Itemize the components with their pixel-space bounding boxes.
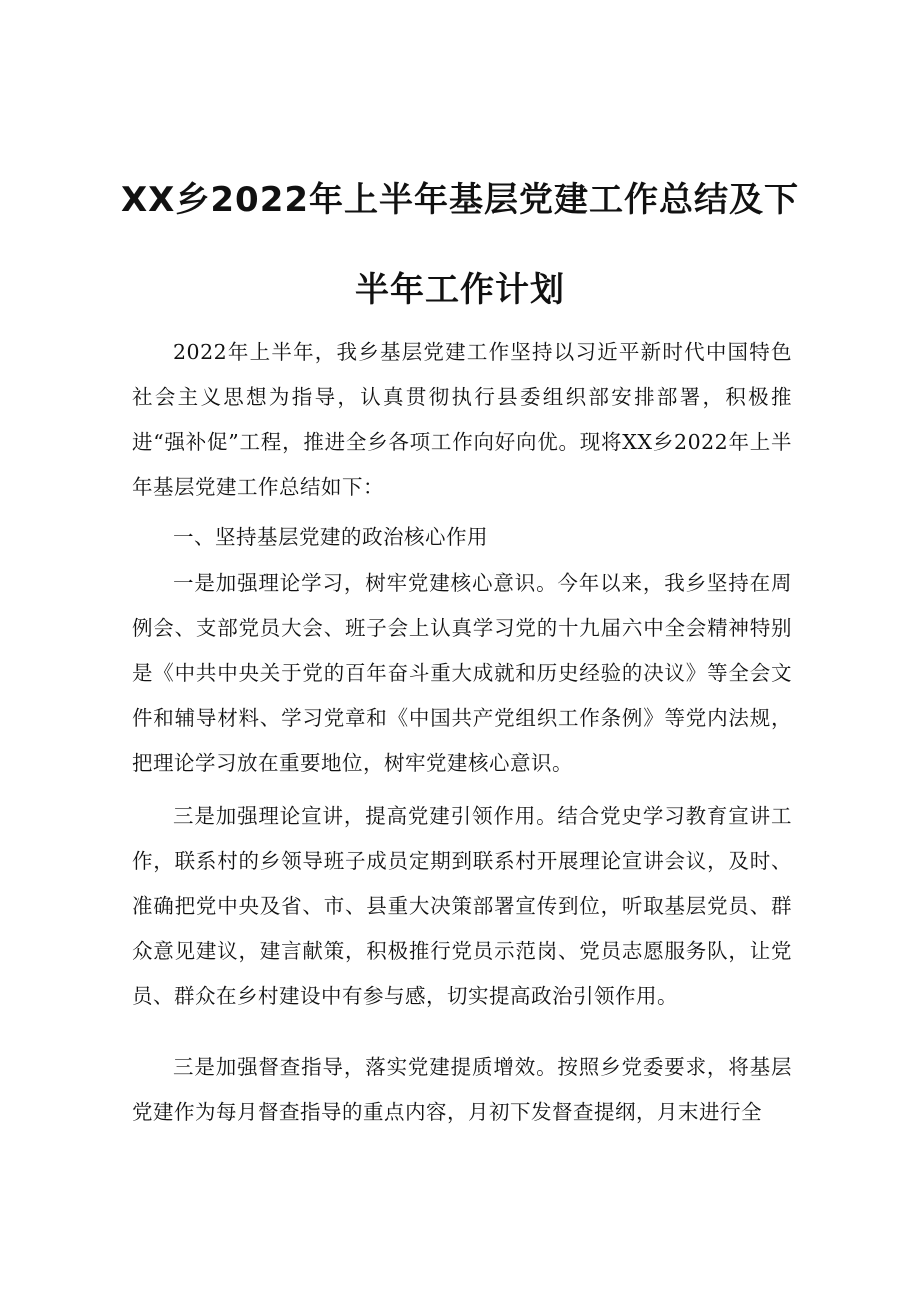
section-heading-1: 一、坚持基层党建的政治核心作用 [173,525,488,549]
document-title-line-2: 半年工作计划 [355,270,565,310]
document-title-line-1: XX乡2022年上半年基层党建工作总结及下 [120,180,800,220]
paragraph-supervision: 三是加强督查指导，落实党建提质增效。按照乡党委要求，将基层党建作为每月督查指导的重点内容，月初下发督查提纲，月末进行全 [132,1055,792,1124]
intro-paragraph: 2022年上半年，我乡基层党建工作坚持以习近平新时代中国特色社会主义思想为指导，认真贯彻执行县委组织部安排部署，积极推进“强补促”工程，推进全乡各项工作向好向优。现将XX乡2022年上半年基层党建工作总结如下： [132,340,792,499]
paragraph-theory-study: 一是加强理论学习，树牢党建核心意识。今年以来，我乡坚持在周例会、支部党员大会、班子会上认真学习党的十九届六中全会精神特别是《中共中央关于党的百年奋斗重大成就和历史经验的决议》等全会文件和辅导材料、学习党章和《中国共产党组织工作条例》等党内法规，把理论学习放在重要地位，树牢党建核心意识。 [132,571,792,775]
paragraph-theory-lecture: 三是加强理论宣讲，提高党建引领作用。结合党史学习教育宣讲工作，联系村的乡领导班子成员定期到联系村开展理论宣讲会议，及时、准确把党中央及省、市、县重大决策部署宣传到位，听取基层党员、群众意见建议，建言献策，积极推行党员示范岗、党员志愿服务队，让党员、群众在乡村建设中有参与感，切实提高政治引领作用。 [132,804,792,1008]
